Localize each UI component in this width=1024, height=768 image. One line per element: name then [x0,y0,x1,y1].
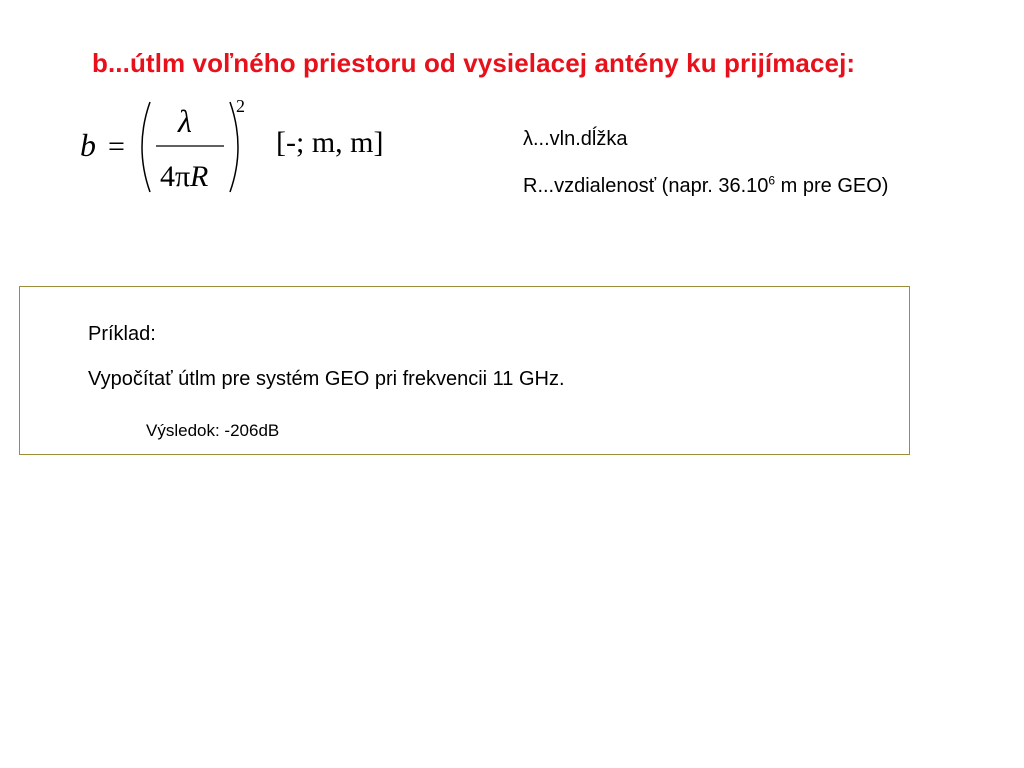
legend-distance [523,175,888,198]
legend-lambda: λ...vln.dĺžka [523,128,628,150]
formula-lhs: b [80,127,96,163]
legend-distance-suffix: m pre GEO) [775,175,889,197]
left-paren [142,102,150,192]
example-result: Výsledok: -206dB [146,421,280,440]
legend-distance-text: R...vzdialenosť (napr. 36.10 [523,175,769,197]
formula-exponent: 2 [236,96,245,116]
slide-title: b...útlm voľného priestoru od vysielacej antény ku prijímacej: [92,48,856,78]
formula-numerator: λ [178,103,192,139]
example-box [19,286,910,455]
legend-distance-exponent: 6 [768,173,776,188]
example-label: Príklad: [88,323,156,345]
formula-denominator-var: R [190,160,209,193]
formula-equals: = [108,130,125,163]
formula-units: [-; m, m] [276,126,384,159]
formula-denominator-coef: 4π [160,160,191,193]
example-task: Vypočítať útlm pre systém GEO pri frekvencii 11 GHz. [88,368,565,390]
